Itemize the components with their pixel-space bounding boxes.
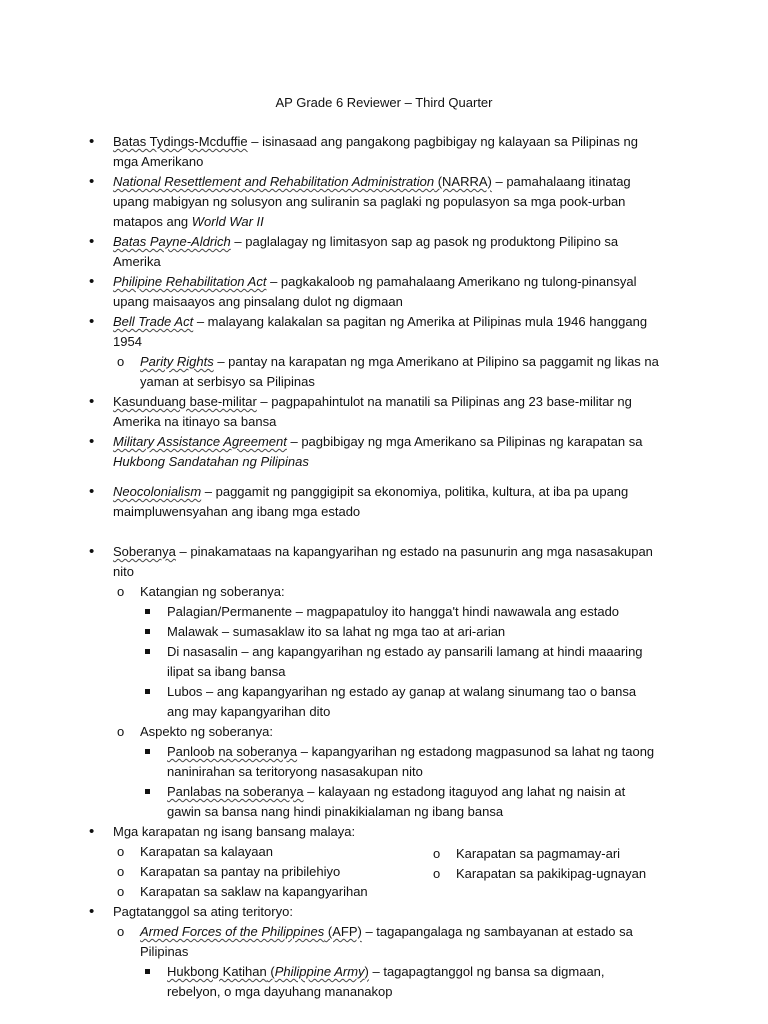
list-item-tydings — [113, 132, 661, 172]
desc-rehab: – pagkakaloob ng pamahalaang Amerikano ng tulong-pinansyal upang maisaayos ang pinsalang dulot ng digmaan — [113, 274, 637, 309]
tail-maa: Hukbong Sandatahan ng Pilipinas — [113, 454, 309, 469]
list-item-base — [113, 392, 661, 432]
list-item-katangian: o Katangian ng soberanya: — [140, 582, 661, 602]
term-payne: Batas Payne-Aldrich — [113, 234, 231, 249]
term-army: Hukbong Katihan — [167, 964, 267, 979]
desc-panloob: – kapangyarihan ng estadong magpasunod sa lahat ng taong naninirahan sa teritoryong nasasakupan nito — [167, 744, 655, 779]
desc-tydings: – isinasaad ang pangakong pagbibigay ng kalayaan sa Pilipinas ng mga Amerikano — [113, 134, 638, 169]
term-base: Kasunduang base-militar — [113, 394, 257, 409]
army-paren-open: ( — [266, 964, 275, 979]
desc-neo: – paggamit ng panggigipit sa ekonomiya, politika, kultura, at iba pa upang maimpluwensyahan ang ibang mga estado — [113, 484, 629, 519]
desc-bell: – malayang kalakalan sa pagitan ng Amerika at Pilipinas mula 1946 hanggang 1954 — [113, 314, 648, 349]
page-title: AP Grade 6 Reviewer – Third Quarter — [275, 95, 493, 110]
list-item-k2: Malawak – sumasaklaw ito sa lahat ng mga tao at ari-arian — [167, 622, 661, 642]
right-item: o Karapatan sa kalayaan — [140, 842, 440, 862]
right-item: o Karapatan sa pagmamay-ari — [456, 844, 676, 864]
desc-maa: – pagbibigay ng mga Amerikano sa Pilipinas ng karapatan sa — [286, 434, 643, 449]
term-narra: National Resettlement and Rehabilitation Administration — [113, 174, 435, 189]
list-item-aspekto: o Aspekto ng soberanya: — [140, 722, 661, 742]
term-panlabas: Panlabas na soberanya — [167, 784, 304, 799]
list-item-maa — [113, 432, 661, 472]
term-rehab: Philipine Rehabilitation Act — [113, 274, 267, 289]
list-item-afp — [140, 922, 661, 962]
term-tydings: Batas Tydings-Mcduffie — [113, 134, 248, 149]
desc-soberanya: – pinakamataas na kapangyarihan ng estado na pasunurin ang mga nasasakupan nito — [113, 544, 653, 579]
abbr-afp: (AFP) — [324, 924, 362, 939]
term-parity: Parity Rights — [140, 354, 214, 369]
army-paren-close: ) — [364, 964, 369, 979]
term-afp: Armed Forces of the Philippines — [140, 924, 325, 939]
list-item-rehab — [113, 272, 661, 312]
list-item-k1: Palagian/Permanente – magpapatuloy ito hangga't hindi nawawala ang estado — [167, 602, 661, 622]
list-item-army — [167, 962, 661, 1002]
term-neo: Neocolonialism — [113, 484, 202, 499]
desc-army: – tagapagtanggol ng bansa sa digmaan, rebelyon, o mga dayuhang mananakop — [167, 964, 605, 999]
list-item-panlabas — [167, 782, 661, 822]
list-item-bell — [113, 312, 661, 352]
desc-parity: – pantay na karapatan ng mga Amerikano at Pilipino sa paggamit ng likas na yaman at serbisyo sa Pilipinas — [140, 354, 659, 389]
right-item: o Karapatan sa pantay na pribilehiyo — [140, 862, 440, 882]
reviewer-list — [113, 132, 661, 1002]
list-item-panloob — [167, 742, 661, 782]
list-item-k3: Di nasasalin – ang kapangyarihan ng estado ay pansarili lamang at hindi maaaring ilipat sa ibang bansa — [167, 642, 661, 682]
desc-afp: – tagapangalaga ng sambayanan at estado sa Pilipinas — [140, 924, 633, 959]
list-item-k4: Lubos – ang kapangyarihan ng estado ay ganap at walang sinumang tao o bansa ang may kapangyarihan dito — [167, 682, 661, 722]
list-item-neo — [113, 482, 661, 522]
term-maa: Military Assistance Agreement — [113, 434, 287, 449]
rights-left-column — [140, 842, 440, 902]
list-item-soberanya — [113, 542, 661, 582]
rights-columns — [113, 842, 661, 902]
desc-narra: – pamahalaang itinatag upang mabigyan ng solusyon ang suliranin sa paglaki ng populasyon sa mga pook-urban matapos ang — [113, 174, 631, 229]
rights-right-column — [456, 844, 676, 884]
right-item: o Karapatan sa pakikipag-ugnayan — [456, 864, 676, 884]
list-item-payne — [113, 232, 661, 272]
desc-panlabas: – kalayaan ng estadong itaguyod ang lahat ng naisin at gawin sa bansa nang hindi pinakikialaman ng ibang bansa — [167, 784, 626, 819]
abbr-narra: (NARRA) — [434, 174, 492, 189]
army-sub: Philippine Army — [274, 964, 365, 979]
desc-payne: – paglalagay ng limitasyon sap ag pasok ng produktong Pilipino sa Amerika — [113, 234, 619, 269]
desc-base: – pagpapahintulot na manatili sa Pilipinas ang 23 base-militar ng Amerika na itinayo sa bansa — [113, 394, 632, 429]
term-panloob: Panloob na soberanya — [167, 744, 298, 759]
list-item-pagtatanggol: • Pagtatanggol sa ating teritoryo: — [113, 902, 661, 922]
list-item-parity — [140, 352, 661, 392]
tail-narra: World War II — [191, 214, 264, 229]
right-item: o Karapatan sa saklaw na kapangyarihan — [140, 882, 440, 902]
term-soberanya: Soberanya — [113, 544, 176, 559]
list-item-narra — [113, 172, 661, 232]
term-bell: Bell Trade Act — [113, 314, 194, 329]
list-item-karapatan: • Mga karapatan ng isang bansang malaya: — [113, 822, 661, 842]
